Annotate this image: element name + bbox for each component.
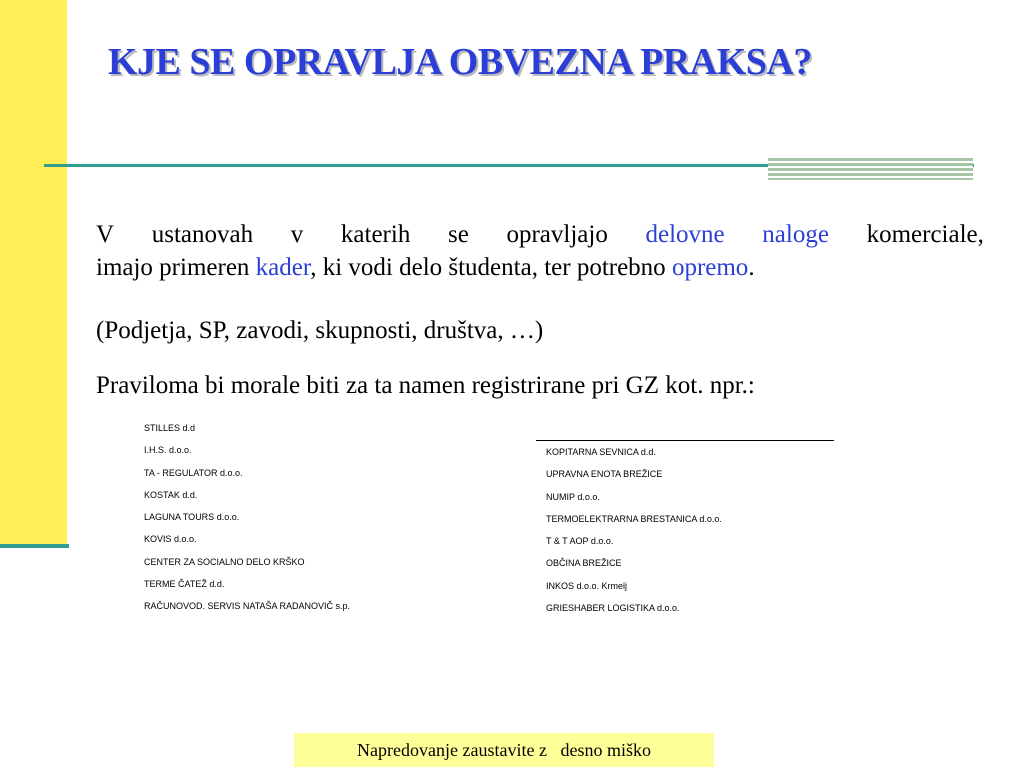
word: komerciale, [866,221,984,248]
divider-decoration [768,158,973,180]
list-item: NUMIP d.o.o. [546,491,600,502]
text-segment: . [748,254,755,281]
paragraph-registration: Praviloma bi morale biti za ta namen registrirane pri GZ kot. npr.: [96,372,755,399]
highlight-kader: kader [255,254,311,281]
list-item: I.H.S. d.o.o. [144,445,192,456]
list-item: TA - REGULATOR d.o.o. [144,467,243,478]
word: se [447,221,469,248]
word: V [96,221,115,248]
highlight-naloge: naloge [762,221,829,248]
highlight-delovne: delovne [645,221,725,248]
word: opravljajo [506,221,608,248]
list-item: STILLES d.d [144,423,196,433]
list-item: LAGUNA TOURS d.o.o. [144,512,240,523]
text-segment: , ki vodi delo študenta, ter potrebno [310,254,672,281]
list-item: GRIESHABER LOGISTIKA d.o.o. [546,603,680,614]
paragraph-institutions [96,218,984,284]
text-segment: imajo primeren [96,254,256,281]
slide-title: KJE SE OPRAVLJA OBVEZNA PRAKSA? [108,41,812,83]
list-item: RAČUNOVOD. SERVIS NATAŠA RADANOVIČ s.p. [144,601,351,612]
list-item: KOSTAK d.d. [144,489,198,500]
highlight-opremo: opremo [671,254,749,281]
list-item: T & T AOP d.o.o. [546,536,614,547]
list-item: UPRAVNA ENOTA BREŽICE [546,469,663,480]
word: ustanovah [151,221,254,248]
list-item: TERMOELEKTRARNA BRESTANICA d.o.o. [546,513,722,524]
paragraph-examples: (Podjetja, SP, zavodi, skupnosti, društva, …) [96,317,544,344]
list-item: INKOS d.o.o. Krmelj [546,580,628,591]
company-list-left [144,422,350,623]
paragraph-line-1 [96,218,984,251]
word: katerih [340,221,411,248]
left-accent-rule [0,544,69,548]
paragraph-line-2 [96,251,984,284]
list-item: OBČINA BREŽICE [546,558,622,569]
word: v [290,221,304,248]
list-item: KOVIS d.o.o. [144,534,197,545]
list-item: CENTER ZA SOCIALNO DELO KRŠKO [144,556,305,567]
navigation-hint: Napredovanje zaustavite z desno miško [294,733,714,767]
left-accent-bar [0,0,67,547]
right-list-rule [536,440,834,441]
list-item: KOPITARNA SEVNICA d.d. [546,447,656,457]
company-list-right [546,446,722,624]
list-item: TERME ČATEŽ d.d. [144,579,225,590]
